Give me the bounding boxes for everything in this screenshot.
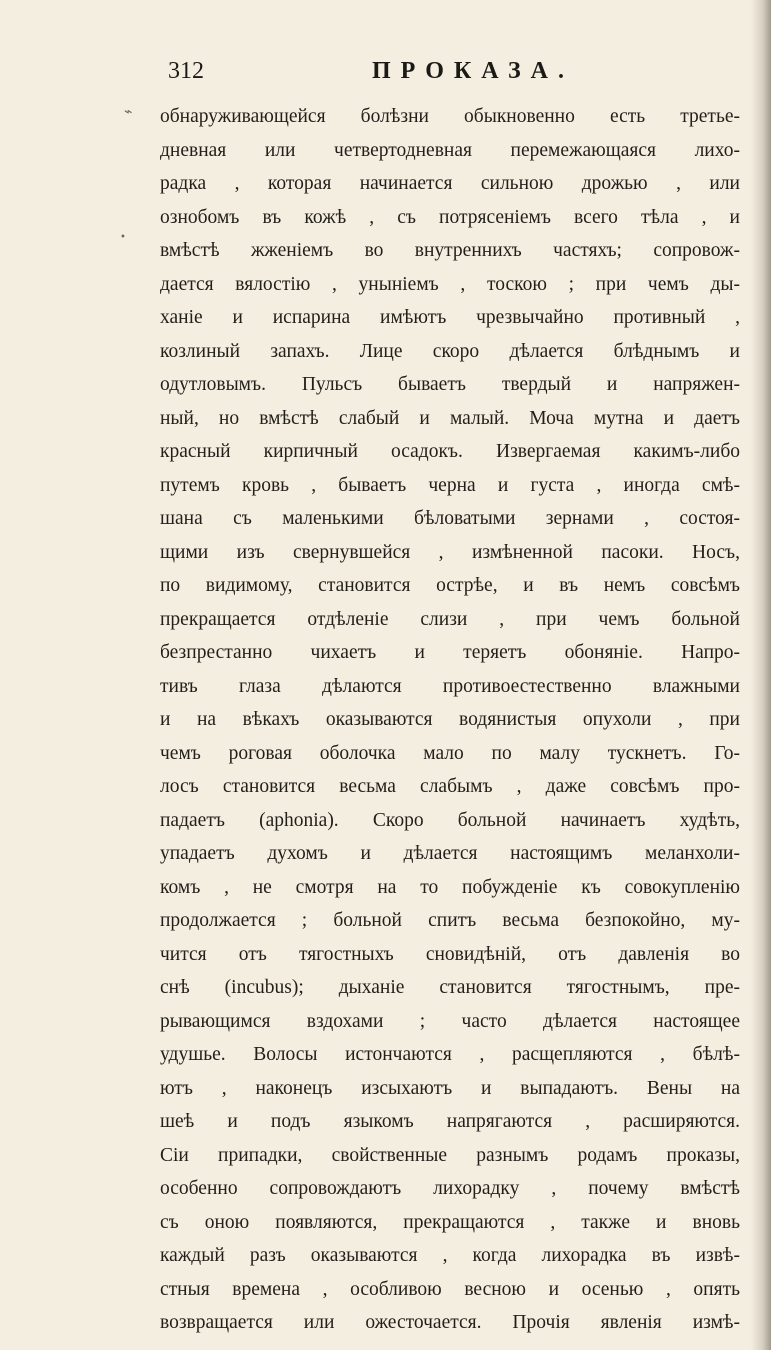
text-line: продолжается ; больной спитъ весьма безпокойно, му- xyxy=(160,910,740,931)
text-line: шеѣ и подъ языкомъ напрягаются , расширяются. xyxy=(160,1111,740,1132)
text-line: шана съ маленькими бѣловатыми зернами , состоя- xyxy=(160,508,740,529)
text-line: ный, но вмѣстѣ слабый и малый. Моча мутна и даетъ xyxy=(160,407,740,429)
text-line: радка , которая начинается сильною дрожью , или xyxy=(160,173,740,194)
text-line: лосъ становится весьма слабымъ , даже совсѣмъ про- xyxy=(160,776,740,797)
page-number: 312 xyxy=(168,58,204,84)
text-line: ознобомъ въ кожѣ , съ потрясеніемъ всего тѣла , и xyxy=(160,206,740,228)
text-line: ханіе и испарина имѣютъ чрезвычайно противный , xyxy=(160,307,740,328)
text-line: Сіи припадки, свойственные разнымъ родамъ проказы, xyxy=(160,1144,740,1166)
text-line: рывающимся вздохами ; часто дѣлается настоящее xyxy=(160,1010,740,1032)
text-line: удушье. Волосы истончаются , расщепляются , бѣлѣ- xyxy=(160,1044,740,1065)
text-line: чится отъ тягостныхъ сновидѣній, отъ давленія во xyxy=(160,943,740,965)
text-line: прекращается отдѣленіе слизи , при чемъ больной xyxy=(160,608,740,630)
text-line: ютъ , наконецъ изсыхаютъ и выпадаютъ. Вены на xyxy=(160,1077,740,1099)
text-line: каждый разъ оказываются , когда лихорадка въ извѣ- xyxy=(160,1245,740,1266)
text-line: вмѣстѣ жженіемъ во внутреннихъ частяхъ; сопровож- xyxy=(160,240,740,261)
body-text xyxy=(160,100,740,1340)
text-line: тивъ глаза дѣлаются противоестественно влажными xyxy=(160,675,740,697)
page-header xyxy=(160,58,740,92)
text-line: путемъ кровь , бываетъ черна и густа , иногда смѣ- xyxy=(160,474,740,496)
text-line: по видимому, становится острѣе, и въ немъ совсѣмъ xyxy=(160,575,740,596)
margin-mark: ⌁ xyxy=(124,104,133,120)
text-line: возвращается или ожесточается. Прочія явленія измѣ- xyxy=(160,1312,740,1333)
text-line: одутловымъ. Пульсъ бываетъ твердый и напряжен- xyxy=(160,374,740,395)
text-line: снѣ (incubus); дыханіе становится тягостнымъ, пре- xyxy=(160,977,740,998)
text-line: чемъ роговая оболочка мало по малу тускнетъ. Го- xyxy=(160,742,740,764)
text-line: съ оною появляются, прекращаются , также и вновь xyxy=(160,1211,740,1233)
text-line: дневная или четвертодневная перемежающаяся лихо- xyxy=(160,139,740,161)
text-line: и на вѣкахъ оказываются водянистыя опухоли , при xyxy=(160,709,740,730)
spine-shadow xyxy=(751,0,771,1350)
text-line: красный кирпичный осадокъ. Извергаемая какимъ-либо xyxy=(160,441,740,462)
running-head: ПРОКАЗА. xyxy=(372,58,574,84)
text-line: падаетъ (aphonia). Скоро больной начинаетъ худѣть, xyxy=(160,809,740,831)
text-line: упадаетъ духомъ и дѣлается настоящимъ меланхоли- xyxy=(160,843,740,864)
text-line: щими изъ свернувшейся , измѣненной пасоки. Носъ, xyxy=(160,541,740,563)
text-line: дается вялостію , уныніемъ , тоскою ; при чемъ ды- xyxy=(160,273,740,295)
margin-dot: • xyxy=(120,232,126,243)
text-line: особенно сопровождаютъ лихорадку , почему вмѣстѣ xyxy=(160,1178,740,1199)
text-line: козлиный запахъ. Лице скоро дѣлается блѣднымъ и xyxy=(160,340,740,362)
text-line: безпрестанно чихаетъ и теряетъ обоняніе. Напро- xyxy=(160,642,740,663)
text-line: стныя времена , особливою весною и осенью , опять xyxy=(160,1278,740,1300)
text-line: комъ , не смотря на то побужденіе къ совокупленію xyxy=(160,876,740,898)
text-line: обнаруживающейся болѣзни обыкновенно есть третье- xyxy=(160,106,740,127)
